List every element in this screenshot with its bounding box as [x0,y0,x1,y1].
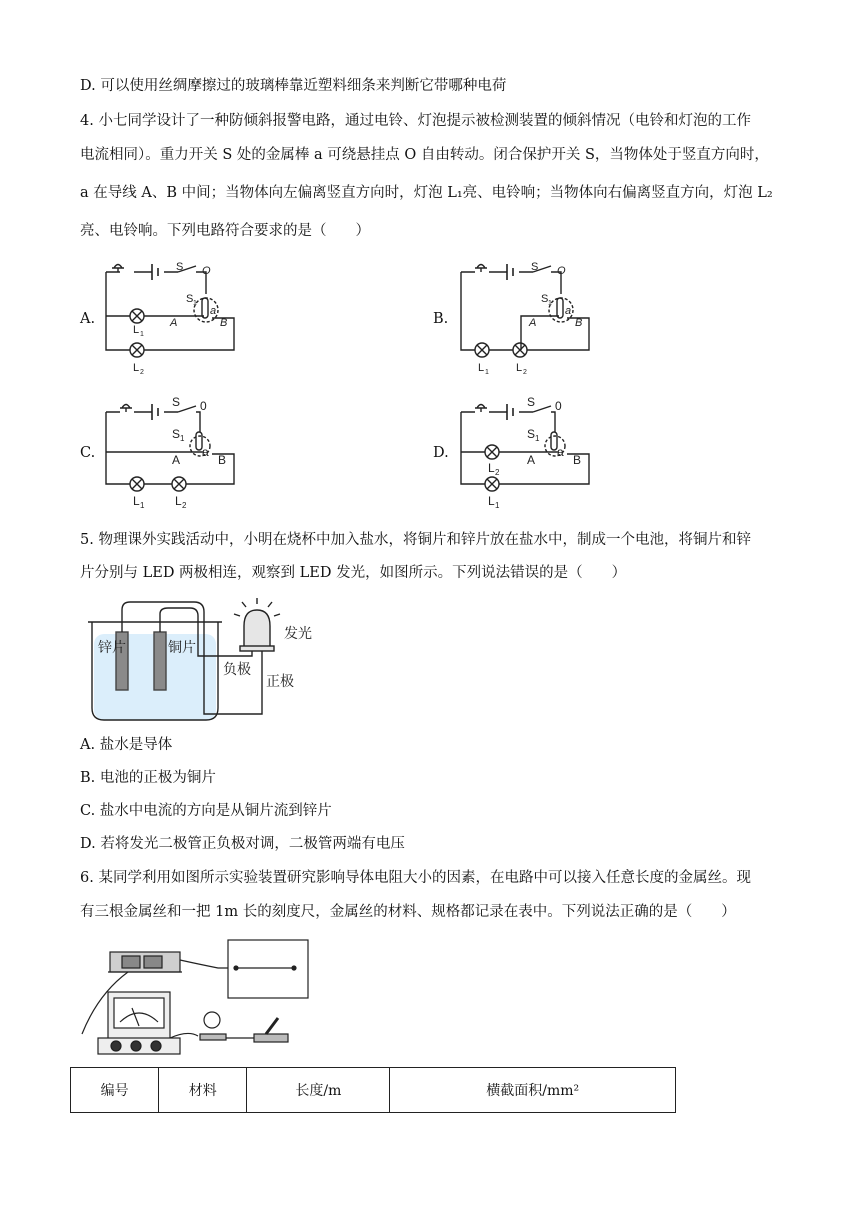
svg-text:L: L [516,362,523,374]
svg-text:2: 2 [495,468,500,477]
q4-stem-line-1: 4. 小七同学设计了一种防倾斜报警电路，通过电铃、灯泡提示被检测装置的倾斜情况（电铃和灯泡的工作 [80,113,751,129]
svg-text:S: S [172,427,181,441]
led-icon [244,610,270,648]
svg-text:S: S [176,261,184,273]
battery-led-figure [84,596,334,726]
battery-icon [507,404,513,420]
svg-text:2: 2 [140,369,144,376]
svg-text:a: a [202,445,209,459]
svg-text:1: 1 [140,501,145,510]
copper-plate [154,632,166,690]
svg-text:S: S [531,261,539,273]
table-header-cell: 编号 [71,1068,159,1113]
table-header-cell: 长度/m [247,1068,390,1113]
q5-option-c[interactable]: C. 盐水中电流的方向是从铜片流到锌片 [80,803,332,819]
table-header-row [71,1068,676,1113]
svg-text:B: B [218,453,227,467]
svg-text:B: B [220,317,228,329]
svg-text:L: L [488,494,495,508]
bell-icon [120,405,132,413]
battery-icon [507,264,513,280]
svg-text:A: A [529,317,537,329]
svg-text:发光: 发光 [284,625,312,641]
q6-stem-line-1: 6. 某同学利用如图所示实验装置研究影响导体电阻大小的因素，在电路中可以接入任意长度的金属丝。现 [80,870,751,886]
svg-text:A: A [172,453,181,467]
q5-option-b[interactable]: B. 电池的正极为铜片 [80,770,216,786]
svg-text:L: L [133,324,140,336]
svg-text:S: S [527,427,536,441]
svg-text:O: O [557,265,566,277]
svg-text:铜片: 铜片 [168,639,196,655]
svg-text:1: 1 [193,300,197,307]
svg-text:B: B [573,453,582,467]
svg-text:A: A [170,317,178,329]
bell-icon [112,265,124,273]
svg-text:1: 1 [180,434,185,443]
svg-text:S: S [527,395,536,409]
q4-stem-line-2: 电流相同）。重力开关 S 处的金属棒 a 可绕悬挂点 O 自由转动。闭合保护开关 S，当物体处于竖直方向时， [80,147,769,163]
svg-text:正极: 正极 [266,673,294,689]
wire-spec-table [70,1067,676,1113]
svg-text:S: S [541,293,549,305]
svg-text:L: L [133,362,140,374]
svg-text:锌片: 锌片 [98,639,126,655]
q4-option-c-label[interactable]: C. [80,445,96,461]
svg-text:1: 1 [548,300,552,307]
experiment-apparatus-figure [78,934,338,1058]
q4-stem-line-4: 亮、电铃响。下列电路符合要求的是（ ） [80,223,370,239]
svg-text:2: 2 [182,501,187,510]
q5-stem-line-1: 5. 物理课外实践活动中，小明在烧杯中加入盐水，将铜片和锌片放在盐水中，制成一个电池，将铜片和锌 [80,532,751,548]
q4-stem-line-3: a 在导线 A、B 中间；当物体向左偏离竖直方向时，灯泡 L₁亮、电铃响；当物体向右偏离竖直方向，灯泡 L₂ [80,185,773,201]
knife-switch [254,1034,288,1042]
circuit-diagram-c [100,392,240,512]
svg-text:L: L [488,461,495,475]
svg-text:1: 1 [485,369,489,376]
svg-text:负极: 负极 [223,661,251,677]
bulb-icon [204,1012,220,1028]
svg-text:O: O [202,265,211,277]
q5-option-d[interactable]: D. 若将发光二极管正负极对调，二极管两端有电压 [80,836,405,852]
svg-text:0: 0 [555,399,562,413]
svg-text:a: a [557,445,564,459]
svg-text:2: 2 [523,369,527,376]
q5-option-a[interactable]: A. 盐水是导体 [80,737,173,753]
table-header-cell: 横截面积/mm² [390,1068,676,1113]
svg-text:1: 1 [535,434,540,443]
svg-text:L: L [133,494,140,508]
svg-text:B: B [575,317,583,329]
svg-text:0: 0 [200,399,207,413]
q4-option-d-label[interactable]: D. [433,445,449,461]
q6-stem-line-2: 有三根金属丝和一把 1m 长的刻度尺，金属丝的材料、规格都记录在表中。下列说法正确的是（ ） [80,904,736,920]
circuit-diagram-d [455,392,595,512]
svg-text:L: L [175,494,182,508]
q4-option-b-label[interactable]: B. [433,311,449,327]
svg-text:a: a [210,305,217,317]
svg-text:S: S [186,293,194,305]
q4-option-a-label[interactable]: A. [80,311,96,327]
svg-text:L: L [478,362,485,374]
circuit-diagram-b [455,258,595,378]
svg-text:A: A [527,453,536,467]
svg-text:1: 1 [495,501,500,510]
q5-stem-line-2: 片分别与 LED 两极相连，观察到 LED 发光，如图所示。下列说法错误的是（ ） [80,565,627,581]
bell-icon [475,265,487,273]
battery-icon [152,264,158,280]
battery-icon [152,404,158,420]
table-header-cell: 材料 [159,1068,247,1113]
q3-option-d: D. 可以使用丝绸摩擦过的玻璃棒靠近塑料细条来判断它带哪种电荷 [80,78,507,94]
svg-text:S: S [172,395,181,409]
svg-text:1: 1 [140,331,144,338]
circuit-diagram-a [100,258,240,378]
svg-text:a: a [565,305,572,317]
bell-icon [475,405,487,413]
